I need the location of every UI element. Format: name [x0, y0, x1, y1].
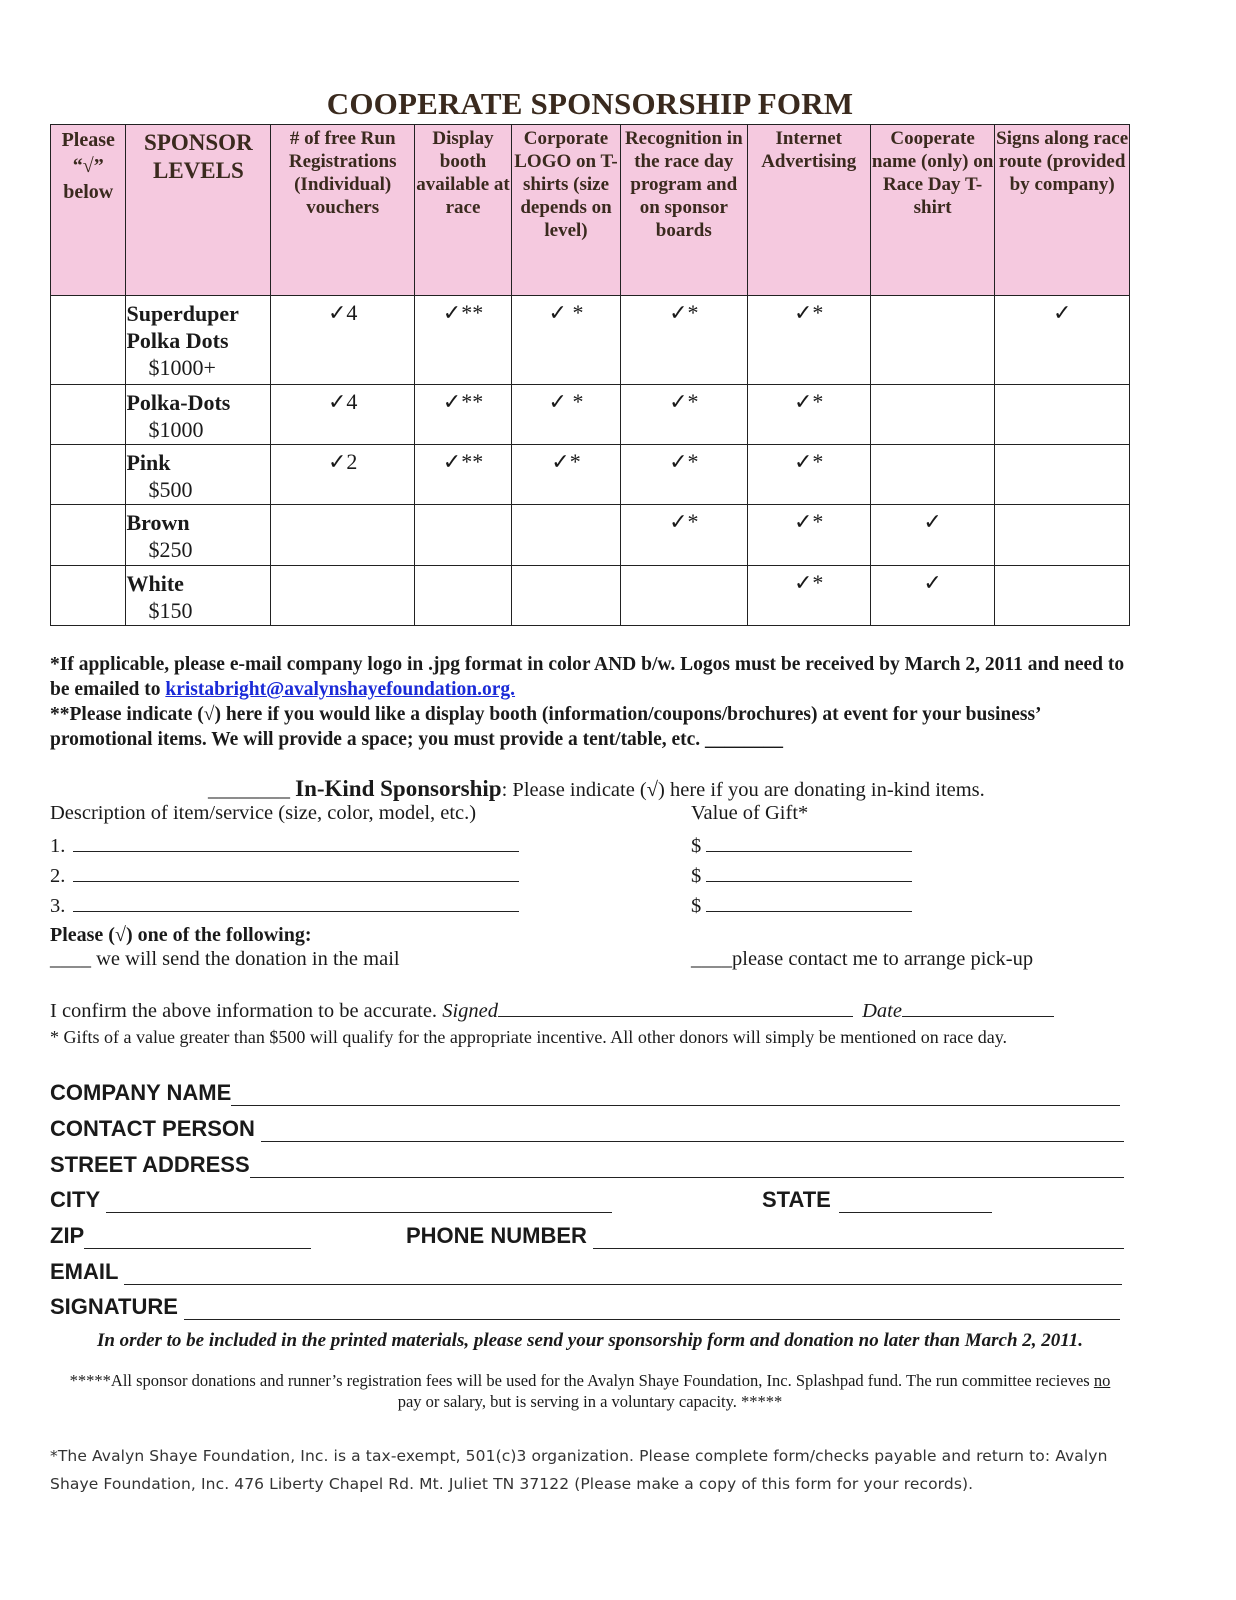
gift-note: * Gifts of a value greater than $500 will qualify for the appropriate incentive. All other donors will simply be mentioned on race day. [50, 1027, 1008, 1047]
disclaimer-no: no [1093, 1371, 1111, 1390]
funds-disclaimer [60, 1370, 1120, 1412]
benefit-cell: ✓* [747, 296, 870, 385]
benefit-cell: ✓* [747, 445, 870, 505]
benefit-cell [511, 566, 620, 626]
header-display-booth: Display booth available at race [415, 125, 512, 296]
option-pickup[interactable]: ____please contact me to arrange pick-up [691, 948, 1034, 970]
inkind-title: In-Kind Sponsorship [295, 776, 502, 801]
benefit-cell [995, 505, 1130, 566]
level-name: White [126, 571, 184, 596]
benefit-cell [415, 505, 512, 566]
value-row-3 [691, 893, 912, 918]
street-address-label: STREET ADDRESS [50, 1152, 250, 1177]
value-row-2 [691, 863, 912, 888]
benefit-cell: ✓* [621, 445, 747, 505]
signature-row [50, 1294, 1120, 1320]
benefit-cell: ✓ * [511, 385, 620, 445]
benefit-cell [271, 566, 415, 626]
date-field[interactable] [902, 998, 1054, 1017]
logo-email-link[interactable]: kristabright@avalynshayefoundation.org. [165, 679, 516, 700]
level-price: $250 [148, 537, 193, 562]
state-row [762, 1187, 992, 1213]
inkind-instruction: : Please indicate (√) here if you are donating in-kind items. [501, 779, 985, 801]
level-name: Polka-Dots [126, 390, 231, 415]
dollar-sign: $ [691, 865, 702, 887]
item-value-field[interactable] [706, 893, 912, 912]
level-price: $500 [148, 477, 193, 502]
benefit-cell: ✓2 [271, 445, 415, 505]
item-description-field[interactable] [73, 863, 519, 882]
benefit-cell: ✓** [415, 445, 512, 505]
deadline-note: In order to be included in the printed materials, please send your sponsorship form and donation no later than March 2, 2011. [96, 1330, 1084, 1351]
value-row-1 [691, 833, 912, 858]
email-label: EMAIL [50, 1259, 119, 1284]
header-free-registrations: # of free Run Registrations (Individual) vouchers [271, 125, 415, 296]
header-signs: Signs along race route (provided by company) [995, 125, 1130, 296]
contact-person-label: CONTACT PERSON [50, 1116, 255, 1141]
benefit-cell: ✓** [415, 296, 512, 385]
benefit-cell [995, 566, 1130, 626]
company-name-row [50, 1080, 1120, 1106]
benefit-cell: ✓ [870, 505, 994, 566]
item-number: 2. [50, 865, 66, 887]
level-cell [126, 296, 271, 385]
level-cell [126, 505, 271, 566]
city-row [50, 1187, 612, 1213]
logo-note [50, 652, 1130, 702]
benefit-cell: ✓** [415, 385, 512, 445]
level-name: Pink [126, 450, 171, 475]
item-description-field[interactable] [73, 893, 519, 912]
benefit-cell: ✓ * [511, 296, 620, 385]
benefit-cell: ✓ [870, 566, 994, 626]
benefit-cell: ✓* [747, 505, 870, 566]
signature-label: SIGNATURE [50, 1294, 178, 1319]
benefit-cell: ✓* [511, 445, 620, 505]
signed-label: Signed [442, 1000, 498, 1022]
phone-row [406, 1223, 1124, 1249]
level-cell [126, 445, 271, 505]
contact-person-field[interactable] [261, 1121, 1124, 1142]
option-mail[interactable]: ____ we will send the donation in the mail [50, 948, 400, 970]
phone-label: PHONE NUMBER [406, 1223, 587, 1248]
company-name-field[interactable] [231, 1085, 1120, 1106]
dollar-sign: $ [691, 835, 702, 857]
logo-note-text: *If applicable, please e-mail company logo in .jpg format in color AND b/w. Logos must be received by March 2, 2011 and need to be emailed to [50, 654, 1125, 700]
level-price: $150 [148, 598, 193, 623]
level-check-cell[interactable] [51, 566, 126, 626]
benefit-cell [415, 566, 512, 626]
state-field[interactable] [839, 1192, 992, 1213]
table-row [51, 385, 1130, 445]
benefit-cell: ✓* [747, 385, 870, 445]
level-price: $1000+ [148, 355, 216, 380]
form-title: COOPERATE SPONSORSHIP FORM [326, 86, 854, 121]
inkind-heading [208, 776, 985, 802]
dollar-sign: $ [691, 895, 702, 917]
item-number: 1. [50, 835, 66, 857]
company-name-label: COMPANY NAME [50, 1080, 232, 1105]
benefit-cell: ✓ [995, 296, 1130, 385]
street-address-row [50, 1152, 1124, 1178]
state-label: STATE [762, 1187, 831, 1212]
benefit-cell: ✓4 [271, 296, 415, 385]
level-check-cell[interactable] [51, 385, 126, 445]
table-row [51, 505, 1130, 566]
level-cell [126, 566, 271, 626]
signed-field[interactable] [498, 998, 853, 1017]
date-label: Date [862, 1000, 902, 1022]
benefit-cell: ✓* [621, 385, 747, 445]
description-label: Description of item/service (size, color, model, etc.) [50, 802, 477, 824]
item-value-field[interactable] [706, 863, 912, 882]
zip-row [50, 1223, 311, 1249]
benefit-cell [870, 385, 994, 445]
email-field[interactable] [124, 1264, 1122, 1285]
item-row-1 [50, 833, 519, 858]
header-please-check: Please “√” below [51, 125, 126, 296]
sponsor-levels-table [50, 124, 1130, 626]
level-check-cell[interactable] [51, 445, 126, 505]
phone-field[interactable] [593, 1228, 1124, 1249]
benefit-cell: ✓* [621, 296, 747, 385]
header-corporate-logo: Corporate LOGO on T-shirts (size depends on level) [511, 125, 620, 296]
item-description-field[interactable] [73, 833, 519, 852]
level-price: $1000 [148, 417, 204, 442]
level-check-cell[interactable] [51, 505, 126, 566]
city-label: CITY [50, 1187, 101, 1212]
item-row-3 [50, 893, 519, 918]
benefit-cell [995, 385, 1130, 445]
level-name: Superduper Polka Dots [126, 301, 239, 353]
zip-field[interactable] [84, 1228, 311, 1249]
booth-note: **Please indicate (√) here if you would like a display booth (information/coupons/brochures) at event for your business’ promotional items. We will provide a space; you must provide a tent/table, etc. ________ [50, 704, 1041, 750]
logo-and-booth-notes [50, 652, 1130, 752]
level-name: Brown [126, 510, 190, 535]
benefit-cell: ✓* [621, 505, 747, 566]
benefit-cell [271, 505, 415, 566]
signature-field[interactable] [184, 1299, 1120, 1320]
level-check-cell[interactable] [51, 296, 126, 385]
header-internet-advertising: Internet Advertising [747, 125, 870, 296]
level-cell [126, 385, 271, 445]
value-label: Value of Gift* [691, 802, 809, 824]
benefit-cell [995, 445, 1130, 505]
email-row [50, 1259, 1122, 1285]
choose-label: Please (√) one of the following: [50, 924, 312, 946]
item-value-field[interactable] [706, 833, 912, 852]
inkind-check-blank[interactable]: ________ [208, 779, 290, 801]
city-field[interactable] [106, 1192, 612, 1213]
footer-note: *The Avalyn Shaye Foundation, Inc. is a tax-exempt, 501(c)3 organization. Please complete form/checks payable and return to: Avalyn Shaye Foundation, Inc. 476 Liberty Chapel Rd. Mt. Juliet TN 37122 (Please make a copy of this form for your records). [50, 1447, 1108, 1493]
table-row [51, 566, 1130, 626]
disclaimer-text-a: *****All sponsor donations and runner’s registration fees will be used for the Avalyn Shaye Foundation, Inc. Splashpad fund. The run committee recieves [69, 1371, 1094, 1390]
header-recognition: Recognition in the race day program and on sponsor boards [621, 125, 747, 296]
benefit-cell [870, 445, 994, 505]
disclaimer-text-b: pay or salary, but is serving in a voluntary capacity. ***** [397, 1392, 783, 1411]
benefit-cell: ✓* [747, 566, 870, 626]
table-row [51, 296, 1130, 385]
benefit-cell [621, 566, 747, 626]
benefit-cell [511, 505, 620, 566]
table-header-row [51, 125, 1130, 296]
item-row-2 [50, 863, 519, 888]
header-sponsor-levels: SPONSOR LEVELS [126, 125, 271, 296]
header-cooperate-name: Cooperate name (only) on Race Day T-shirt [870, 125, 994, 296]
contact-person-row [50, 1116, 1124, 1142]
benefit-cell: ✓4 [271, 385, 415, 445]
zip-label: ZIP [50, 1223, 85, 1248]
benefit-cell [870, 296, 994, 385]
table-row [51, 445, 1130, 505]
street-address-field[interactable] [250, 1157, 1124, 1178]
item-number: 3. [50, 895, 66, 917]
confirm-text: I confirm the above information to be accurate. [50, 1000, 438, 1022]
confirm-line [50, 998, 1054, 1023]
